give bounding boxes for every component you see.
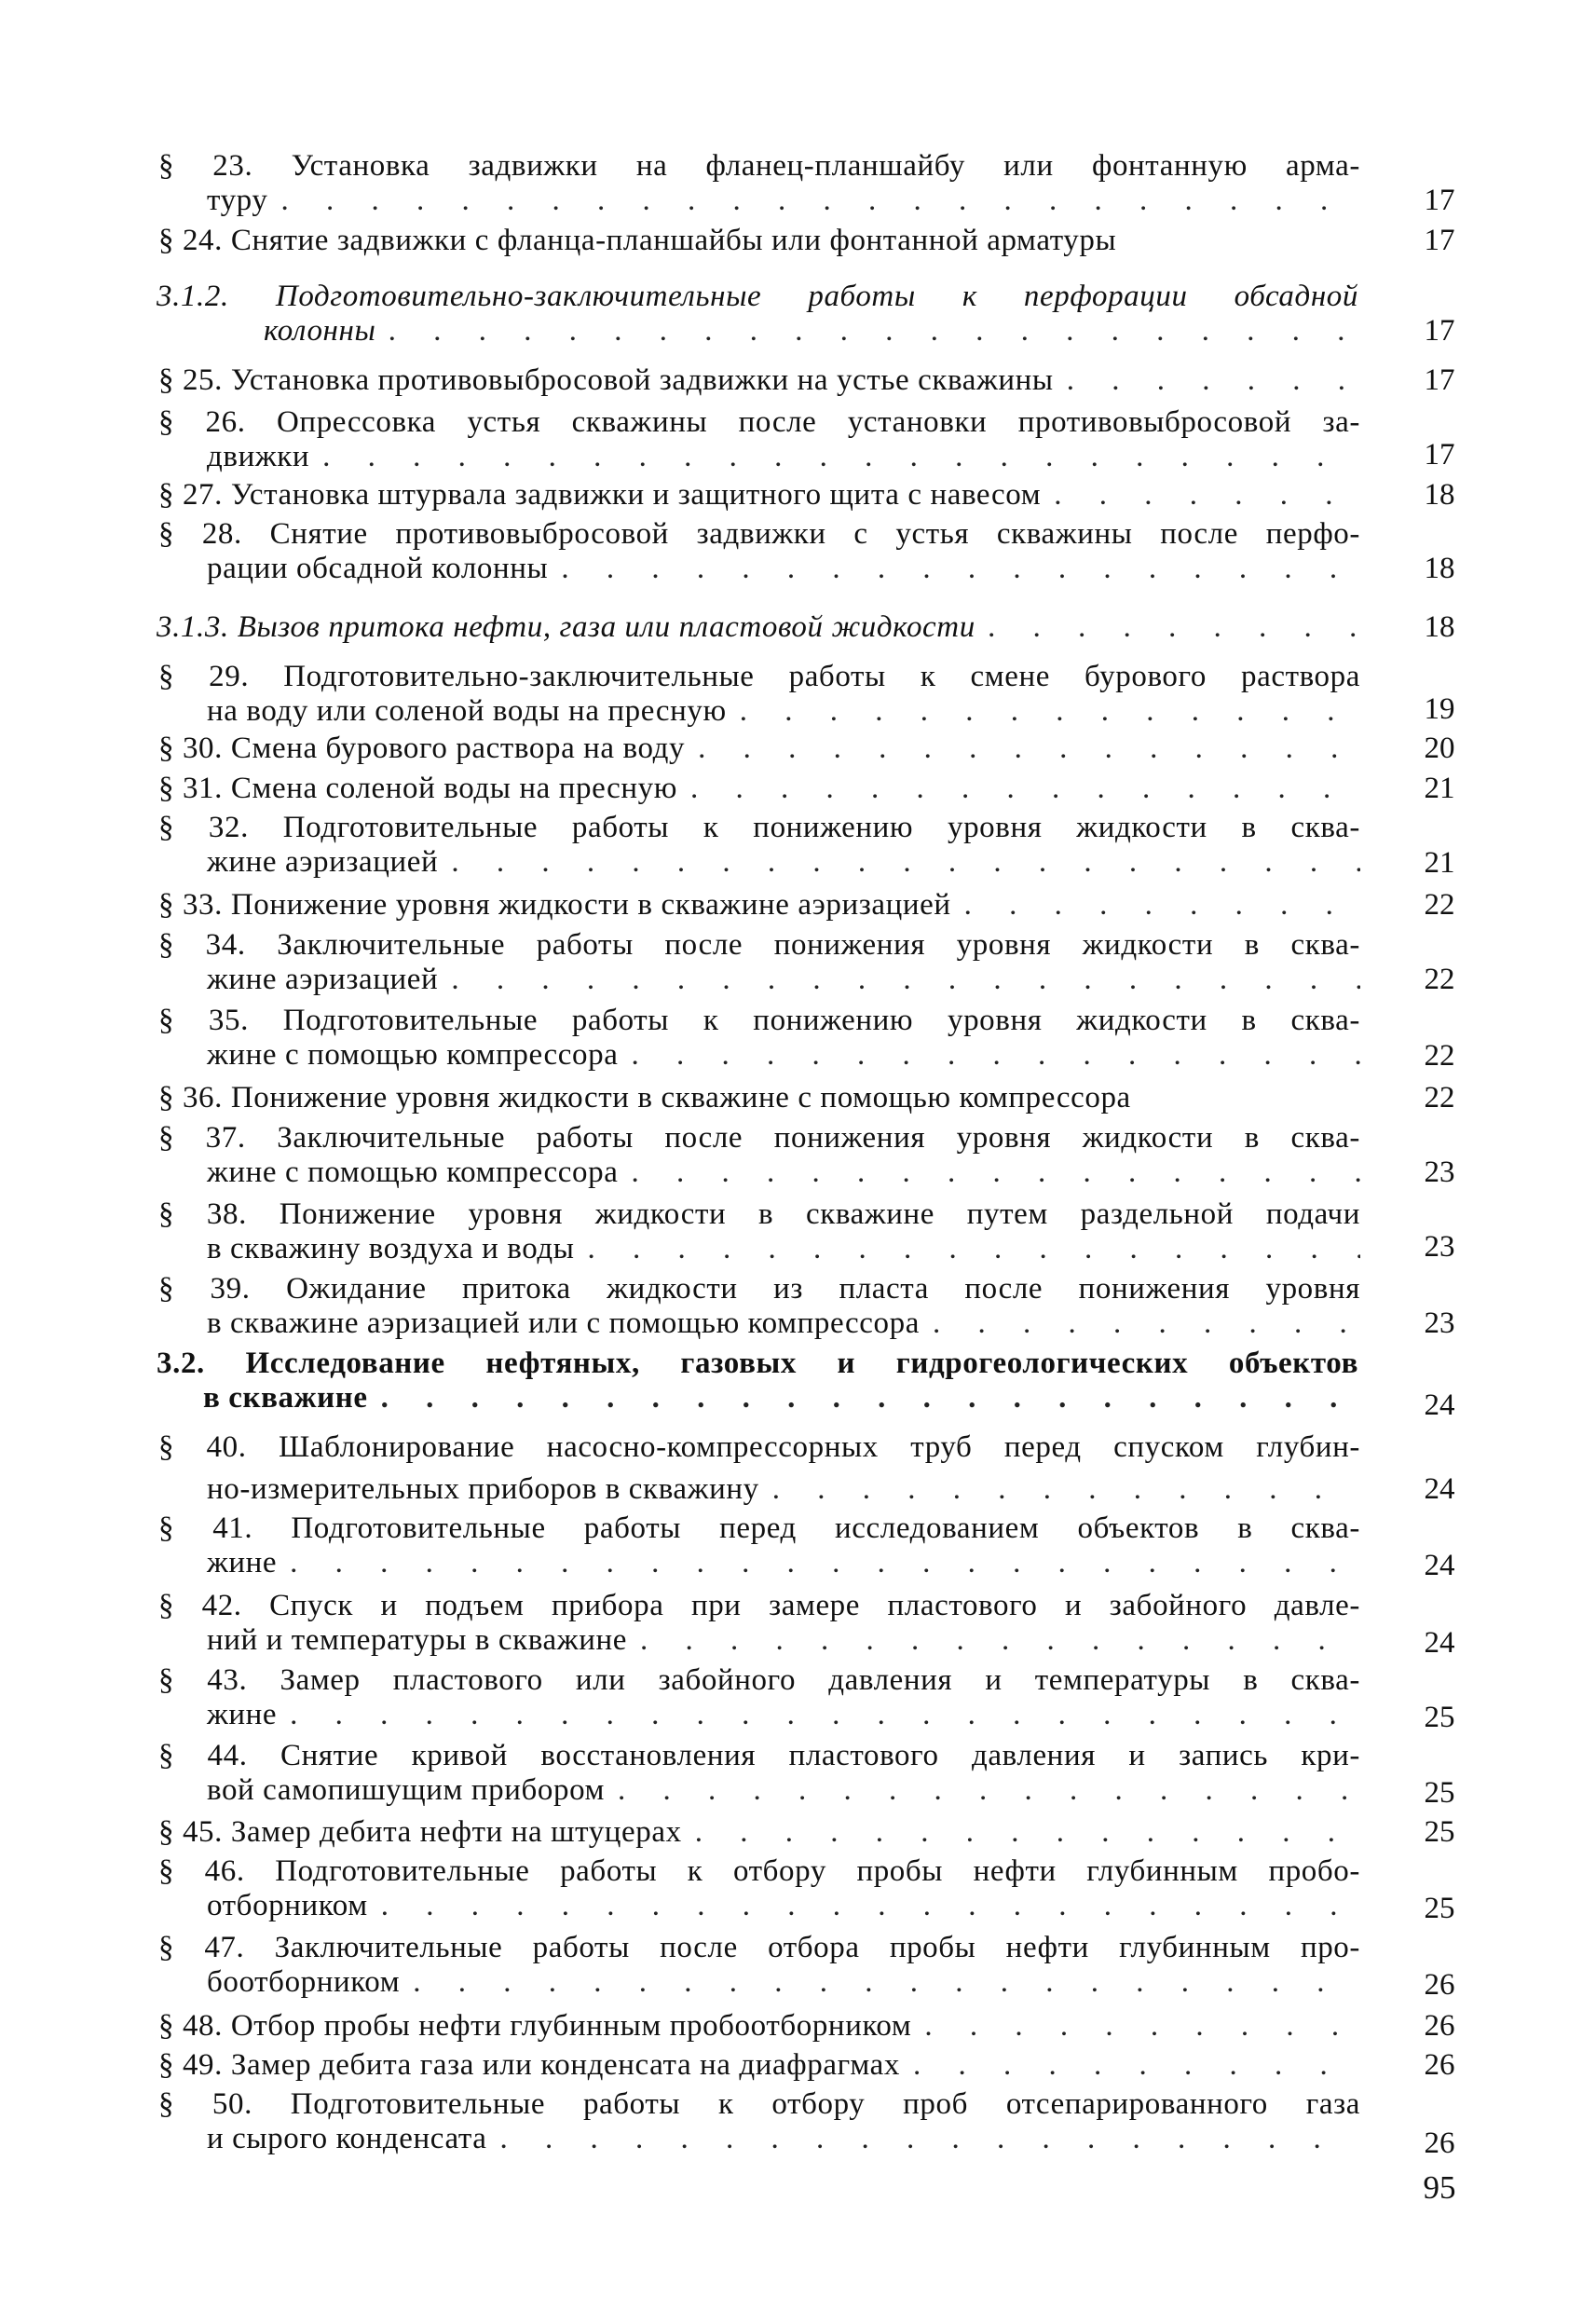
toc-entry-28 [158, 517, 1360, 586]
page-ref-35: 22 [1424, 1039, 1455, 1073]
dot-leader [381, 1889, 1360, 1923]
toc-entry-42 [158, 1589, 1360, 1658]
entry-text: § 27. Установка штурвала задвижки и защитного щита с навесом [158, 478, 1042, 512]
toc-entry-37 [158, 1121, 1360, 1190]
entry-text: § 45. Замер дебита нефти на штуцерах [158, 1815, 682, 1849]
entry-text: туру [207, 184, 268, 217]
dot-leader [933, 1306, 1360, 1341]
dot-leader [690, 772, 1360, 806]
toc-entry-40 [158, 1430, 1360, 1507]
toc-entry-36 [158, 1081, 1360, 1115]
entry-text: § 29. Подготовительно-заключительные работы к смене бурового раствора [158, 660, 1360, 693]
page-ref-30: 20 [1424, 732, 1455, 765]
dot-leader [290, 1546, 1360, 1580]
entry-text: жине аэризацией [207, 845, 439, 879]
page-ref-45: 25 [1424, 1815, 1455, 1849]
entry-text: и сырого конденсата [207, 2122, 487, 2155]
toc-entry-46 [158, 1854, 1360, 1923]
page-ref-29: 19 [1424, 692, 1455, 726]
entry-text: движки [207, 440, 310, 473]
page-ref-46: 25 [1424, 1892, 1455, 1925]
dot-leader [322, 440, 1360, 474]
page-ref-27: 18 [1424, 478, 1455, 512]
entry-text: § 33. Понижение уровня жидкости в скважине аэризацией [158, 888, 951, 922]
dot-leader [631, 1038, 1360, 1073]
entry-text: жине с помощью компрессора [207, 1156, 619, 1189]
toc-entry-29 [158, 660, 1360, 729]
entry-text: § 49. Замер дебита газа или конденсата на диафрагмах [158, 2048, 900, 2082]
dot-leader [740, 694, 1360, 729]
entry-text: § 36. Понижение уровня жидкости в скважине с помощью компрессора [158, 1081, 1131, 1114]
entry-text: § 42. Спуск и подъем прибора при замере пластового и забойного давле- [158, 1589, 1360, 1622]
entry-text: жине с помощью компрессора [207, 1038, 619, 1072]
dot-leader [451, 845, 1360, 880]
page-ref-39: 23 [1424, 1306, 1455, 1340]
toc-section-3-2 [157, 1347, 1358, 1415]
dot-leader [1067, 363, 1360, 398]
dot-leader [561, 552, 1360, 586]
page-ref-40: 24 [1424, 1472, 1455, 1506]
entry-text: § 34. Заключительные работы после понижения уровня жидкости в сква- [158, 928, 1360, 962]
entry-text: § 39. Ожидание притока жидкости из пласта после понижения уровня [158, 1272, 1360, 1306]
page-ref-26: 17 [1424, 438, 1455, 472]
toc-entry-27 [158, 478, 1360, 513]
toc-entry-26 [158, 405, 1360, 474]
page-ref-41: 24 [1424, 1549, 1455, 1582]
dot-leader [451, 963, 1360, 997]
dot-leader [280, 184, 1360, 218]
page-ref-3-1-3: 18 [1424, 610, 1455, 644]
entry-text: § 23. Установка задвижки на фланец-планшайбу или фонтанную арма- [158, 149, 1360, 183]
dot-leader [698, 732, 1360, 766]
page-ref-34: 22 [1424, 963, 1455, 996]
entry-text: § 47. Заключительные работы после отбора пробы нефти глубинным про- [158, 1931, 1360, 1964]
toc-entry-34 [158, 928, 1360, 997]
toc-entry-44 [158, 1739, 1360, 1808]
entry-text: в скважине аэризацией или с помощью компрессора [207, 1306, 920, 1340]
entry-text: § 48. Отбор пробы нефти глубинным пробоотборником [158, 2009, 912, 2043]
entry-text: колонны [264, 314, 376, 348]
entry-text: § 26. Опрессовка устья скважины после установки противовыбросовой за- [158, 405, 1360, 439]
entry-text: но-измерительных приборов в скважину [207, 1472, 759, 1506]
dot-leader [1054, 478, 1360, 513]
dot-leader [588, 1232, 1361, 1266]
page-ref-42: 24 [1424, 1626, 1455, 1660]
page-ref-50: 26 [1424, 2126, 1455, 2160]
page-ref-36: 22 [1424, 1081, 1455, 1114]
entry-text: вой самопишущим прибором [207, 1773, 606, 1807]
page-ref-48: 26 [1424, 2009, 1455, 2043]
dot-leader [640, 1623, 1360, 1658]
page-ref-31: 21 [1424, 772, 1455, 805]
dot-leader [964, 888, 1360, 923]
entry-text: § 40. Шаблонирование насосно-компрессорных труб перед спуском глубин- [158, 1430, 1360, 1464]
page-ref-43: 25 [1424, 1701, 1455, 1734]
page-ref-49: 26 [1424, 2048, 1455, 2082]
toc-entry-30 [158, 732, 1360, 766]
dot-leader [989, 610, 1358, 645]
dot-leader [695, 1815, 1360, 1850]
entry-text: ний и температуры в скважине [207, 1623, 627, 1657]
entry-text: § 44. Снятие кривой восстановления пластового давления и запись кри- [158, 1739, 1360, 1772]
toc-subsection-3-1-3 [157, 610, 1358, 645]
entry-text: рации обсадной колонны [207, 552, 549, 585]
toc-entry-39 [158, 1272, 1360, 1341]
dot-leader [381, 1381, 1358, 1415]
dot-leader [772, 1472, 1360, 1507]
dot-leader [413, 1965, 1360, 2000]
dot-leader [913, 2048, 1360, 2083]
entry-text: жине [207, 1546, 278, 1579]
entry-text: § 46. Подготовительные работы к отбору пробы нефти глубинным пробо- [158, 1854, 1360, 1888]
page-ref-37: 23 [1424, 1156, 1455, 1189]
dot-leader [631, 1156, 1360, 1190]
page-ref-24: 17 [1424, 224, 1455, 257]
dot-leader [389, 314, 1358, 349]
entry-text: в скважине [203, 1381, 368, 1415]
toc-entry-49 [158, 2048, 1360, 2083]
entry-text: § 35. Подготовительные работы к понижению уровня жидкости в сква- [158, 1004, 1360, 1037]
toc-entry-32 [158, 811, 1360, 880]
toc-entry-41 [158, 1511, 1360, 1580]
page-number: 95 [1423, 2169, 1456, 2206]
page-ref-38: 23 [1424, 1230, 1455, 1264]
toc-entry-45 [158, 1815, 1360, 1850]
page-ref-3-2: 24 [1424, 1388, 1455, 1422]
toc-entry-33 [158, 888, 1360, 923]
entry-text: 3.1.2. Подготовительно-заключительные работы к перфорации обсадной [157, 280, 1358, 313]
toc-entry-43 [158, 1663, 1360, 1732]
entry-text: § 37. Заключительные работы после понижения уровня жидкости в сква- [158, 1121, 1360, 1155]
entry-text: § 28. Снятие противовыбросовой задвижки с устья скважины после перфо- [158, 517, 1360, 551]
toc-entry-23 [158, 149, 1360, 218]
entry-text: отборником [207, 1889, 368, 1922]
entry-text: § 30. Смена бурового раствора на воду [158, 732, 686, 765]
toc-subsection-3-1-2 [157, 280, 1358, 349]
dot-leader [924, 2009, 1360, 2044]
toc-entry-47 [158, 1931, 1360, 2000]
toc-entry-48 [158, 2009, 1360, 2044]
toc-entry-31 [158, 772, 1360, 806]
toc-entry-25 [158, 363, 1360, 398]
page-ref-25: 17 [1424, 363, 1455, 397]
entry-text: в скважину воздуха и воды [207, 1232, 575, 1265]
entry-text: боотборником [207, 1965, 401, 1999]
entry-text: § 25. Установка противовыбросовой задвижки на устье скважины [158, 363, 1054, 397]
page-ref-3-1-2: 17 [1424, 314, 1455, 348]
entry-text: § 38. Понижение уровня жидкости в скважине путем раздельной подачи [158, 1197, 1360, 1231]
page-ref-23: 17 [1424, 184, 1455, 217]
toc-entry-38 [158, 1197, 1360, 1266]
entry-text: жине [207, 1698, 278, 1731]
page-ref-32: 21 [1424, 846, 1455, 880]
dot-leader [290, 1698, 1360, 1732]
entry-text: 3.1.3. Вызов притока нефти, газа или пластовой жидкости [157, 610, 975, 644]
entry-text: жине аэризацией [207, 963, 439, 996]
page-ref-28: 18 [1424, 552, 1455, 585]
dot-leader [618, 1773, 1360, 1808]
entry-text: § 43. Замер пластового или забойного давления и температуры в сква- [158, 1663, 1360, 1697]
toc-entry-24 [158, 224, 1360, 258]
dot-leader [500, 2122, 1360, 2156]
entry-text: § 32. Подготовительные работы к понижению уровня жидкости в сква- [158, 811, 1360, 844]
entry-text: § 41. Подготовительные работы перед исследованием объектов в сква- [158, 1511, 1360, 1545]
toc-entry-50 [158, 2087, 1360, 2156]
entry-text: § 31. Смена соленой воды на пресную [158, 772, 678, 805]
entry-text: § 50. Подготовительные работы к отбору проб отсепарированного газа [158, 2087, 1360, 2121]
toc-entry-35 [158, 1004, 1360, 1073]
entry-text: на воду или соленой воды на пресную [207, 694, 727, 728]
page-ref-44: 25 [1424, 1776, 1455, 1810]
page-ref-33: 22 [1424, 888, 1455, 922]
page-ref-47: 26 [1424, 1968, 1455, 2002]
entry-text: 3.2. Исследование нефтяных, газовых и гидрогеологических объектов [157, 1347, 1358, 1380]
entry-text: § 24. Снятие задвижки с фланца-планшайбы или фонтанной арматуры [158, 224, 1117, 257]
